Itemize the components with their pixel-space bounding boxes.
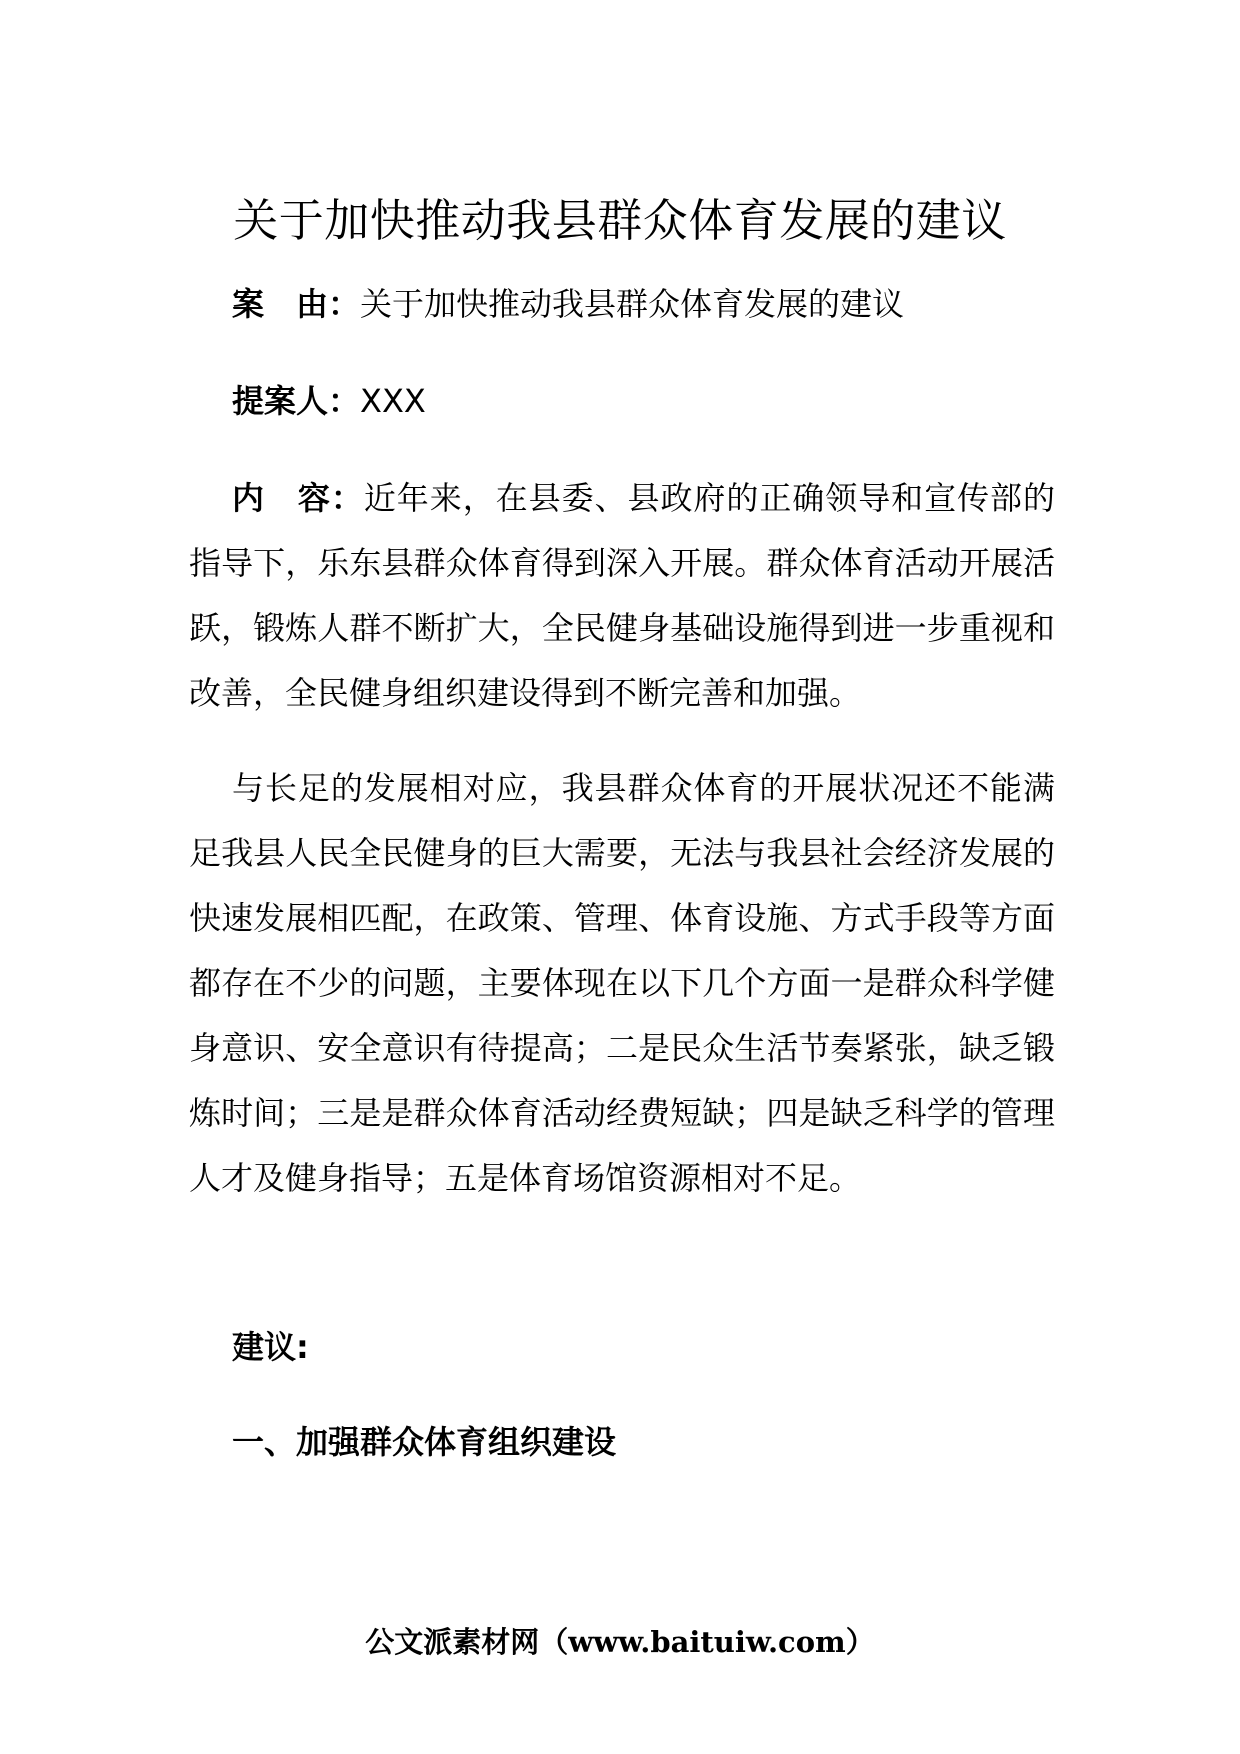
suggestions-heading: 建议: [232, 1328, 309, 1366]
document-title: 关于加快推动我县群众体育发展的建议 [233, 194, 1007, 247]
reason-field [232, 282, 904, 326]
footer-watermark: 公文派素材网（www.baituiw.com） [365, 1625, 875, 1659]
content-paragraph [189, 466, 1055, 726]
reason-value: 关于加快推动我县群众体育发展的建议 [360, 285, 905, 323]
problems-paragraph: 与长足的发展相对应，我县群众体育的开展状况还不能满足我县人民全民健身的巨大需要，无法与我县社会经济发展的快速发展相匹配，在政策、管理、体育设施、方式手段等方面都存在不少的问题，主要体现在以下几个方面一是群众科学健身意识、安全意识有待提高；二是民众生活节奏紧张，缺乏锻炼时间；三是是群众体育活动经费短缺；四是缺乏科学的管理人才及健身指导；五是体育场馆资源相对不足。 [189, 769, 1055, 1197]
content-label: 内 容： [232, 479, 364, 517]
proposer-value: XXX [360, 382, 426, 420]
proposer-field [232, 379, 426, 423]
section-1-heading: 一、加强群众体育组织建设 [232, 1423, 617, 1461]
reason-label: 案 由： [232, 285, 361, 323]
proposer-label: 提案人： [232, 382, 361, 420]
content-text: 近年来，在县委、县政府的正确领导和宣传部的指导下，乐东县群众体育得到深入开展。群众体育活动开展活跃，锻炼人群不断扩大，全民健身基础设施得到进一步重视和改善，全民健身组织建设得到不断完善和加强。 [189, 479, 1055, 712]
